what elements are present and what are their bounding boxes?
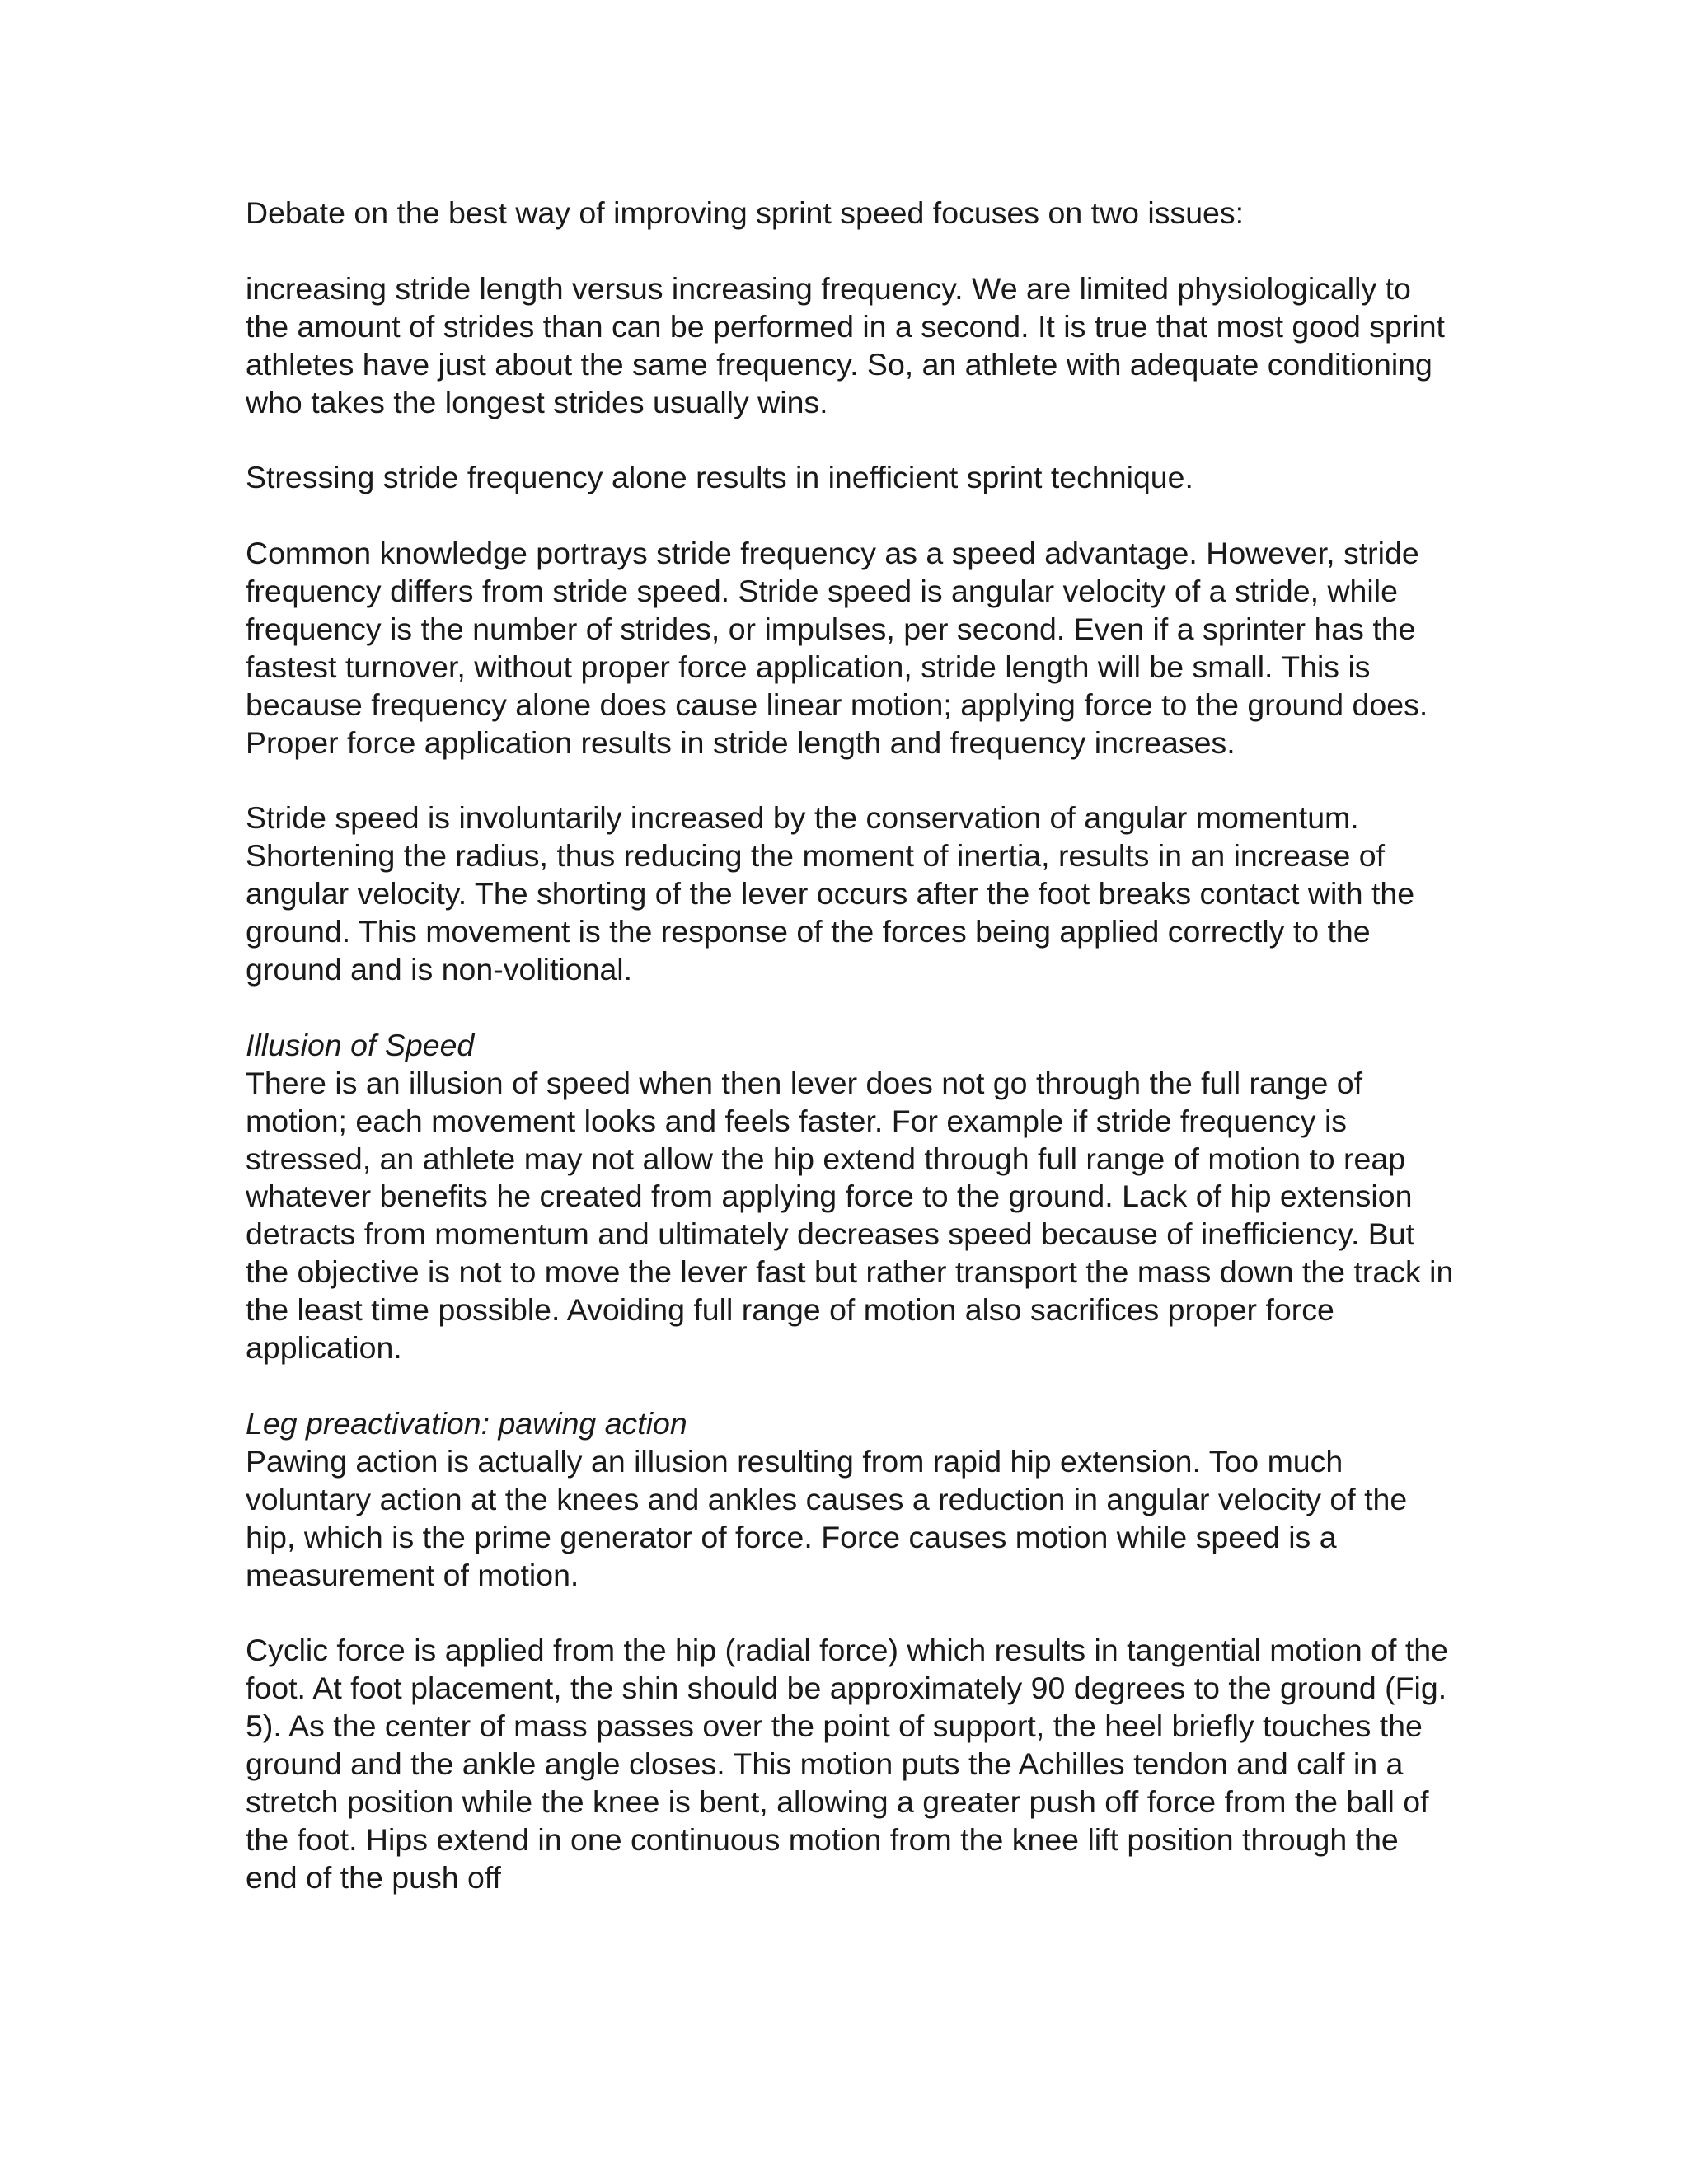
paragraph-common-knowledge: Common knowledge portrays stride frequency as a speed advantage. However, stride frequency differs from stride speed. Stride speed is angular velocity of a stride, while frequency is the number of strides, or impulses, per second. Even if a sprinter has the fastest turnover, without proper force application, stride length will be small. This is because frequency alone does cause linear motion; applying force to the ground does. Proper force application results in stride length and frequency increases. <box>246 536 1428 760</box>
section-body: There is an illusion of speed when then lever does not go through the full range of motion; each movement looks and feels faster. For example if stride frequency is stressed, an athlete may not allow the hip extend through full range of motion to reap whatever benefits he created from applying force to the ground. Lack of hip extension detracts from momentum and ultimately decreases speed because of inefficiency. But the objective is not to move the lever fast but rather transport the mass down the track in the least time possible. Avoiding full range of motion also sacrifices proper force application. <box>246 1065 1454 1366</box>
paragraph-stressing-frequency: Stressing stride frequency alone results in inefficient sprint technique. <box>246 460 1193 495</box>
section-heading: Leg preactivation: pawing action <box>246 1405 687 1441</box>
paragraph-intro: Debate on the best way of improving sprint speed focuses on two issues: <box>246 195 1245 230</box>
paragraph-stride-length: increasing stride length versus increasing frequency. We are limited physiologically to the amount of strides than can be performed in a second. It is true that most good sprint athletes have just about the same frequency. So, an athlete with adequate conditioning who takes the longest strides usually wins. <box>246 270 1445 419</box>
section-body: Pawing action is actually an illusion resulting from rapid hip extension. Too much voluntary action at the knees and ankles causes a reduction in angular velocity of the hip, which is the prime generator of force. Force causes motion while speed is a measurement of motion. <box>246 1443 1408 1592</box>
document-page <box>246 194 1457 1897</box>
paragraph-cyclic-force: Cyclic force is applied from the hip (radial force) which results in tangential motion of the foot. At foot placement, the shin should be approximately 90 degrees to the ground (Fig. 5). As the center of mass passes over the point of support, the heel briefly touches the ground and the ankle angle closes. This motion puts the Achilles tendon and calf in a stretch position while the knee is bent, allowing a greater push off force from the ball of the foot. Hips extend in one continuous motion from the knee lift position through the end of the push off <box>246 1633 1449 1895</box>
section-leg-preactivation <box>246 1405 1457 1595</box>
section-heading: Illusion of Speed <box>246 1027 475 1062</box>
paragraph-stride-speed: Stride speed is involuntarily increased by the conservation of angular momentum. Shortening the radius, thus reducing the moment of inertia, results in an increase of angular velocity. The shorting of the lever occurs after the foot breaks contact with the ground. This movement is the response of the forces being applied correctly to the ground and is non-volitional. <box>246 800 1415 987</box>
section-illusion-of-speed <box>246 1027 1457 1367</box>
